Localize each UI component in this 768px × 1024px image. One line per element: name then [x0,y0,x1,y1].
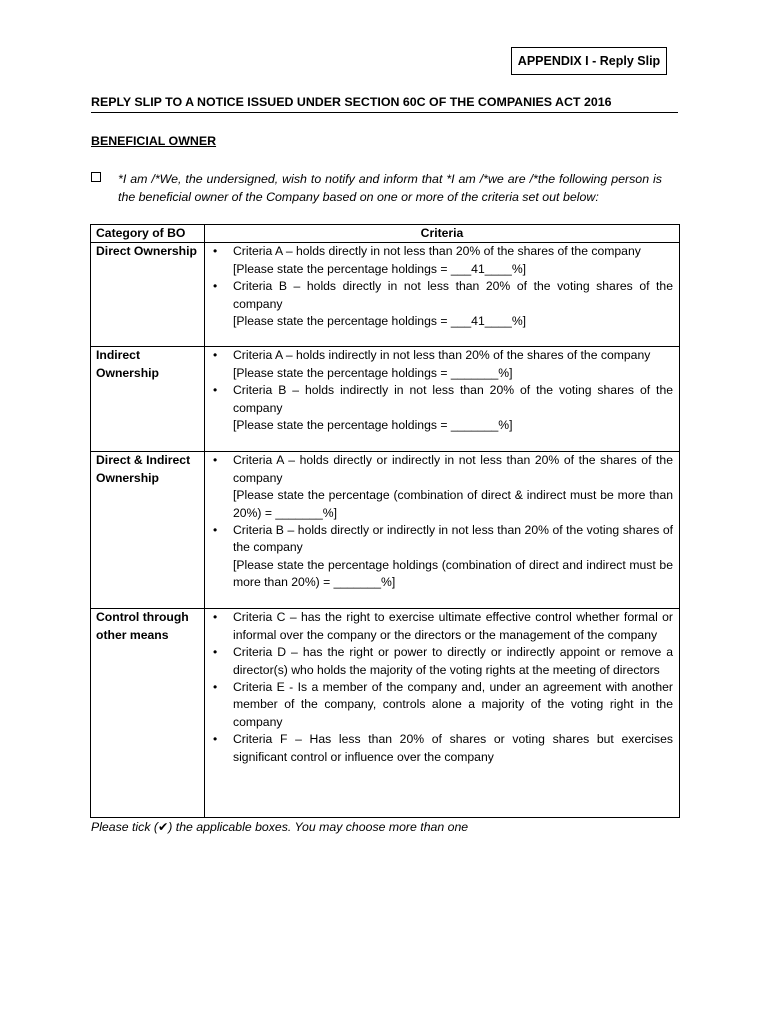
row-category: Indirect Ownership [91,347,205,452]
list-item [211,679,673,731]
criteria-text: Criteria E - Is a member of the company and, under an agreement with another member of the company, controls alone a majority of the voting right in the company [233,680,673,729]
percentage-note: [Please state the percentage holdings = _______%] [233,418,513,433]
header-category: Category of BO [91,225,205,243]
table-row [91,347,680,452]
list-item [211,347,673,382]
list-item [211,452,673,522]
criteria-text: Criteria B – holds directly or indirectly in not less than 20% of the voting shares of the company [233,523,673,555]
criteria-text: Criteria B – holds indirectly in not less than 20% of the voting shares of the company [233,383,673,415]
section-title: BENEFICIAL OWNER [91,134,217,148]
row-criteria [205,347,680,452]
list-item [211,731,673,766]
criteria-text: Criteria D – has the right or power to directly or indirectly appoint or remove a director(s) who holds the majority of the voting rights at the meeting of directors [233,645,673,677]
criteria-text: Criteria A – holds indirectly in not less than 20% of the shares of the company [233,348,651,363]
criteria-text: Criteria A – holds directly or indirectly in not less than 20% of the shares of the company [233,453,673,485]
criteria-text: Criteria F – Has less than 20% of shares or voting shares but exercises significant control or influence over the company [233,732,673,764]
percentage-note: [Please state the percentage holdings = ___41____%] [233,261,527,276]
criteria-text: Criteria A – holds directly in not less than 20% of the shares of the company [233,244,641,259]
list-item [211,382,673,434]
list-item [211,609,673,644]
table-row [91,243,680,347]
tick-instruction-footnote: Please tick (✔) the applicable boxes. You may choose more than one [91,820,469,834]
table-row [91,609,680,818]
list-item [211,278,673,330]
list-item [211,243,673,278]
criteria-text: Criteria B – holds directly in not less than 20% of the voting shares of the company [233,279,673,311]
row-criteria [205,243,680,347]
table-row [91,452,680,609]
row-criteria [205,609,680,818]
percentage-note: [Please state the percentage holdings (combination of direct and indirect must be more than 20%) = _______%] [233,557,673,590]
criteria-text: Criteria C – has the right to exercise ultimate effective control whether formal or informal over the company or the directors or the management of the company [233,610,673,642]
declaration-text: *I am /*We, the undersigned, wish to notify and inform that *I am /*we are /*the following person is the beneficial owner of the Company based on one or more of the criteria set out below: [118,172,662,204]
list-item [211,644,673,679]
percentage-note: [Please state the percentage (combination of direct & indirect must be more than 20%) = _______%] [233,488,673,520]
row-category: Control through other means [91,609,205,818]
row-criteria [205,452,680,609]
declaration-checkbox[interactable] [91,172,101,182]
table-header-row [91,225,680,243]
list-item [211,522,673,592]
percentage-note: [Please state the percentage holdings = _______%] [233,365,513,380]
percentage-note: [Please state the percentage holdings = ___41____%] [233,314,527,329]
document-heading: REPLY SLIP TO A NOTICE ISSUED UNDER SECTION 60C OF THE COMPANIES ACT 2016 [91,95,678,113]
appendix-label: APPENDIX I - Reply Slip [511,47,667,75]
row-category: Direct Ownership [91,243,205,347]
header-criteria: Criteria [205,225,680,243]
criteria-table [90,224,680,818]
row-category: Direct & Indirect Ownership [91,452,205,609]
